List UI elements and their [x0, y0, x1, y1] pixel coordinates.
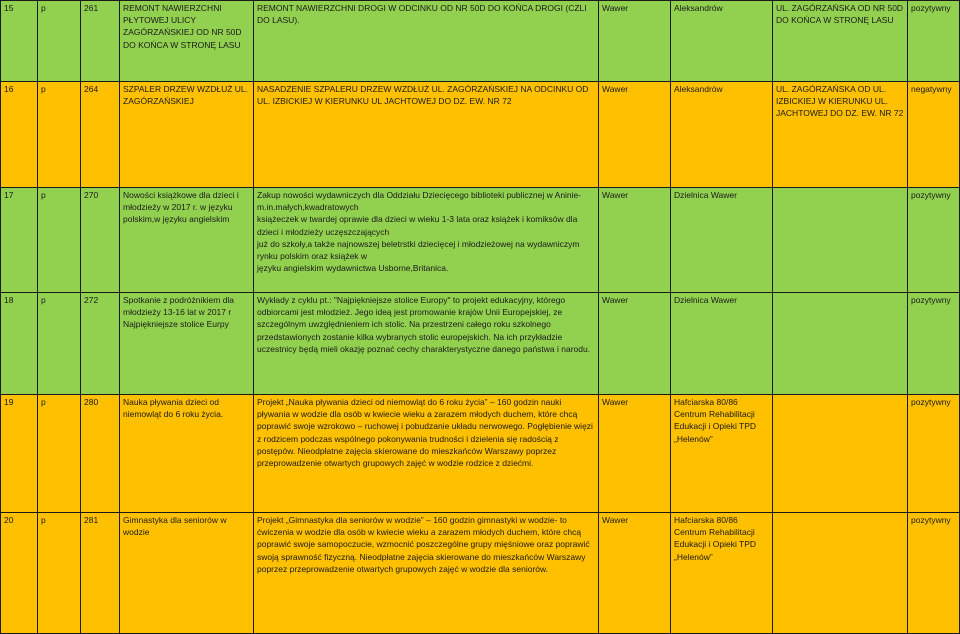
project-id-cell: [81, 1, 120, 82]
project-title-cell-text: Nauka pływania dzieci od niemowląt do 6 roku życia.: [123, 397, 224, 420]
project-id-cell: [81, 82, 120, 188]
location-cell: [773, 1, 908, 82]
area-cell-text: Aleksandrów: [674, 84, 723, 94]
project-title-cell: [120, 82, 254, 188]
row-number-cell: [1, 188, 38, 293]
row-number-cell-text: 20: [4, 515, 14, 525]
status-cell-text: pozytywny: [911, 190, 951, 200]
type-cell: [38, 188, 81, 293]
status-cell-text: pozytywny: [911, 3, 951, 13]
project-description-cell-text: NASADZENIE SZPALERU DRZEW WZDŁUŻ UL. ZAGÓRZAŃSKIEJ NA ODCINKU OD UL. IZBICKIEJ W KIERUNKU UL JACHTOWEJ DO DZ. EW. NR 72: [257, 84, 589, 107]
project-description-cell-text: REMONT NAWIERZCHNI DROGI W ODCINKU OD NR 50D DO KOŃCA DROGI (CZLI DO LASU).: [257, 3, 587, 26]
table-row: [1, 82, 960, 188]
table-row: [1, 395, 960, 513]
type-cell-text: p: [41, 84, 46, 94]
location-cell: [773, 188, 908, 293]
area-cell-text: Aleksandrów: [674, 3, 723, 13]
project-title-cell: [120, 188, 254, 293]
area-cell: [671, 513, 773, 634]
project-title-cell-text: Gimnastyka dla seniorów w wodzie: [123, 515, 227, 538]
area-cell: [671, 1, 773, 82]
area-cell-text: Dzielnica Wawer: [674, 190, 737, 200]
status-cell-text: pozytywny: [911, 397, 951, 407]
district-cell-text: Wawer: [602, 397, 629, 407]
district-cell: [599, 293, 671, 395]
row-number-cell-text: 17: [4, 190, 14, 200]
project-description-cell-text: Projekt „Nauka pływania dzieci od niemowląt do 6 roku życia” – 160 godzin nauki pływania w wodzie dla osób w kwiecie wieku a zarazem młodych duchem, które chcą poprawić swoje wzrokowo – ruchowej i pobudzanie układu nerwowego. Pogłębienie więzi z rodzicem podczas wspólnego pokonywania trudności i dzielenia się radością z postępów. Nieodpłatne zajęcia skierowane do mieszkańców Warszawy poprzez przeprowadzenie otwartych grupowych zajęć w wodzie rodzice z dziećmi.: [257, 397, 593, 469]
type-cell-text: p: [41, 190, 46, 200]
location-cell: [773, 82, 908, 188]
type-cell-text: p: [41, 295, 46, 305]
district-cell-text: Wawer: [602, 190, 629, 200]
type-cell: [38, 513, 81, 634]
district-cell-text: Wawer: [602, 84, 629, 94]
project-description-cell-text: Wykłady z cyklu pt.: "Najpiękniejsze stolice Europy" to projekt edukacyjny, którego odbiorcami jest młodzież. Jego ideą jest promowanie krajów Unii Europejskiej, ze szczególnym uwzględnieniem ich stolic. Na przestrzeni całego roku szkolnego przedstawionych zostanie kilka wybranych stolic europejskich. Na ich przykładzie uczestnicy będą mieli okazję poznać cechy charakterystyczne danego państwa i narodu.: [257, 295, 591, 354]
area-cell-text: Hafciarska 80/86 Centrum Rehabilitacji Edukacji i Opieki TPD „Helenów”: [674, 515, 757, 562]
project-title-cell: [120, 395, 254, 513]
project-description-cell: [254, 395, 599, 513]
status-cell-text: negatywny: [911, 84, 952, 94]
project-id-cell-text: 270: [84, 190, 99, 200]
status-cell-text: pozytywny: [911, 295, 951, 305]
type-cell-text: p: [41, 397, 46, 407]
table-row: [1, 188, 960, 293]
type-cell-text: p: [41, 3, 46, 13]
row-number-cell-text: 18: [4, 295, 14, 305]
row-number-cell: [1, 293, 38, 395]
project-description-cell: [254, 188, 599, 293]
project-id-cell-text: 281: [84, 515, 99, 525]
type-cell: [38, 82, 81, 188]
row-number-cell-text: 16: [4, 84, 14, 94]
project-id-cell-text: 264: [84, 84, 99, 94]
district-cell-text: Wawer: [602, 3, 629, 13]
area-cell-text: Dzielnica Wawer: [674, 295, 737, 305]
row-number-cell: [1, 1, 38, 82]
project-description-cell: [254, 513, 599, 634]
status-cell: [908, 513, 960, 634]
type-cell: [38, 1, 81, 82]
location-cell: [773, 395, 908, 513]
district-cell: [599, 395, 671, 513]
status-cell: [908, 1, 960, 82]
row-number-cell-text: 15: [4, 3, 14, 13]
location-cell-text: UL. ZAGÓRZAŃSKA OD NR 50D DO KOŃCA W STRONĘ LASU: [776, 3, 904, 26]
status-cell-text: pozytywny: [911, 515, 951, 525]
status-cell: [908, 188, 960, 293]
project-title-cell: [120, 293, 254, 395]
table-row: [1, 513, 960, 634]
row-number-cell-text: 19: [4, 397, 14, 407]
project-description-cell: [254, 82, 599, 188]
project-id-cell: [81, 293, 120, 395]
project-description-cell-text: Zakup nowości wydawniczych dla Oddziału Dziecięcego biblioteki publicznej w Aninie- m.in.małych,kwadratowych książeczek w twardej oprawie dla dzieci w wieku 1-3 lata oraz książek i komiksów dla dzieci i młodzieży uczęszczających już do szkoły,a także najnowszej beletrstki dziecięcej i młodzieżowej na wydawniczym rynku polskim oraz książek w języku angielskim wydawnictwa Usborne,Britanica.: [257, 190, 582, 274]
district-cell-text: Wawer: [602, 515, 629, 525]
district-cell: [599, 188, 671, 293]
area-cell: [671, 395, 773, 513]
project-id-cell-text: 272: [84, 295, 99, 305]
status-cell: [908, 82, 960, 188]
location-cell: [773, 293, 908, 395]
project-id-cell: [81, 188, 120, 293]
table-row: [1, 293, 960, 395]
location-cell-text: UL. ZAGÓRZAŃSKA OD UL. IZBICKIEJ W KIERUNKU UL. JACHTOWEJ DO DZ. EW. NR 72: [776, 84, 904, 119]
project-description-cell-text: Projekt „Gimnastyka dla seniorów w wodzie” – 160 godzin gimnastyki w wodzie- to ćwiczenia w wodzie dla osób w kwiecie wieku a zarazem młodych duchem, które chcą poprawić swoje samopoczucie, wzmocnić poszczególne grupy mięśniowe oraz poprawić swoją sprawność fizyczną. Nieodpłatne zajęcia skierowane do mieszkańców Warszawy poprzez przeprowadzenie otwartych grupowych zajęć w wodzie dla seniorów.: [257, 515, 590, 574]
row-number-cell: [1, 82, 38, 188]
location-cell: [773, 513, 908, 634]
project-id-cell: [81, 395, 120, 513]
district-cell: [599, 82, 671, 188]
table-body: [1, 1, 960, 634]
project-title-cell-text: Spotkanie z podróżnikiem dla młodzieży 13-16 lat w 2017 r Najpiękniejsze stolice Eurpy: [123, 295, 235, 330]
table-row: [1, 1, 960, 82]
project-title-cell-text: Nowości książkowe dla dzieci i młodzieży w 2017 r. w języku polskim,w języku angielskim: [123, 190, 239, 225]
row-number-cell: [1, 395, 38, 513]
status-cell: [908, 395, 960, 513]
type-cell: [38, 395, 81, 513]
district-cell-text: Wawer: [602, 295, 629, 305]
project-id-cell-text: 261: [84, 3, 99, 13]
area-cell: [671, 188, 773, 293]
type-cell-text: p: [41, 515, 46, 525]
project-title-cell-text: SZPALER DRZEW WZDŁUŻ UL. ZAGÓRZAŃSKIEJ: [123, 84, 248, 107]
area-cell: [671, 82, 773, 188]
project-description-cell: [254, 293, 599, 395]
project-title-cell-text: REMONT NAWIERZCHNI PŁYTOWEJ ULICY ZAGÓRZAŃSKIEJ OD NR 50D DO KOŃCA W STRONĘ LASU: [123, 3, 242, 50]
project-title-cell: [120, 1, 254, 82]
project-title-cell: [120, 513, 254, 634]
project-id-cell: [81, 513, 120, 634]
status-cell: [908, 293, 960, 395]
type-cell: [38, 293, 81, 395]
district-cell: [599, 1, 671, 82]
district-cell: [599, 513, 671, 634]
area-cell-text: Hafciarska 80/86 Centrum Rehabilitacji Edukacji i Opieki TPD „Helenów”: [674, 397, 757, 444]
area-cell: [671, 293, 773, 395]
project-id-cell-text: 280: [84, 397, 99, 407]
row-number-cell: [1, 513, 38, 634]
project-description-cell: [254, 1, 599, 82]
